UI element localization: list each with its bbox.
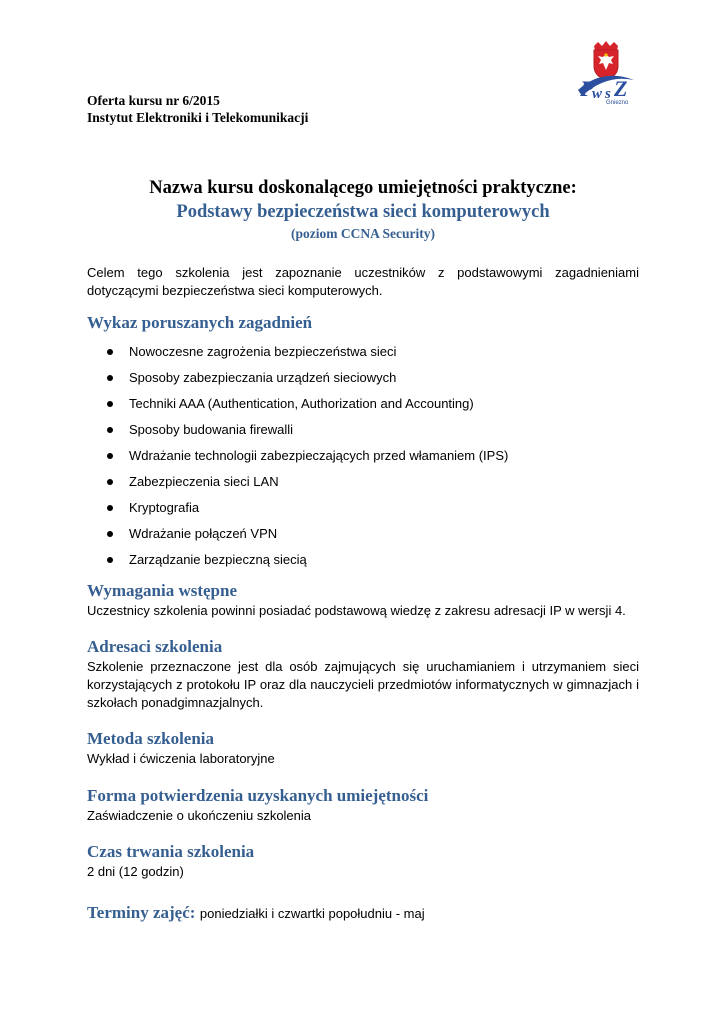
list-item: Sposoby zabezpieczania urządzeń sieciowych xyxy=(87,365,639,391)
bullet-icon xyxy=(107,453,113,459)
duration-heading: Czas trwania szkolenia xyxy=(87,842,255,861)
audience-heading: Adresaci szkolenia xyxy=(87,637,223,656)
intro-paragraph: Celem tego szkolenia jest zapoznanie uczestników z podstawowymi zagadnieniami dotyczącymi bezpieczeństwa sieci komputerowych. xyxy=(87,265,639,298)
list-item: Nowoczesne zagrożenia bezpieczeństwa sieci xyxy=(87,339,639,365)
pwsz-crest-icon xyxy=(572,40,638,106)
document-header xyxy=(87,92,308,126)
bullet-icon xyxy=(107,479,113,485)
bullet-icon xyxy=(107,557,113,563)
title-line-3: (poziom CCNA Security) xyxy=(291,226,435,241)
requirements-text: Uczestnicy szkolenia powinni posiadać podstawową wiedzę z zakresu adresacji IP w wersji 4. xyxy=(87,603,626,618)
offer-number: Oferta kursu nr 6/2015 xyxy=(87,93,220,108)
schedule-text: poniedziałki i czwartki popołudniu - maj xyxy=(199,906,425,921)
bullet-icon xyxy=(107,427,113,433)
certificate-text: Zaświadczenie o ukończeniu szkolenia xyxy=(87,808,312,823)
list-item: Zarządzanie bezpieczną siecią xyxy=(87,547,639,573)
list-item: Wdrażanie połączeń VPN xyxy=(87,521,639,547)
requirements-section xyxy=(87,580,639,620)
requirements-heading: Wymagania wstępne xyxy=(87,581,238,600)
method-section xyxy=(87,728,639,768)
svg-text:w: w xyxy=(592,86,603,102)
bullet-icon xyxy=(107,375,113,381)
pwsz-logo xyxy=(572,40,638,106)
bullet-icon xyxy=(107,349,113,355)
audience-section xyxy=(87,636,639,712)
list-item: Wdrażanie technologii zabezpieczających przed włamaniem (IPS) xyxy=(87,443,639,469)
duration-section xyxy=(87,841,639,881)
certificate-section xyxy=(87,785,639,825)
svg-text:Gniezno: Gniezno xyxy=(606,100,629,106)
list-item: Kryptografia xyxy=(87,495,639,521)
method-text: Wykład i ćwiczenia laboratoryjne xyxy=(87,751,275,766)
list-item: Sposoby budowania firewalli xyxy=(87,417,639,443)
bullet-icon xyxy=(107,531,113,537)
topics-heading: Wykaz poruszanych zagadnień xyxy=(87,313,313,332)
schedule-heading: Terminy zajęć: xyxy=(87,903,196,922)
list-item: Techniki AAA (Authentication, Authorization and Accounting) xyxy=(87,391,639,417)
institute-name: Instytut Elektroniki i Telekomunikacji xyxy=(87,110,309,125)
title-line-2: Podstawy bezpieczeństwa sieci komputerowych xyxy=(176,202,550,222)
bullet-icon xyxy=(107,401,113,407)
schedule-section xyxy=(87,903,639,923)
title-line-1: Nazwa kursu doskonalącego umiejętności praktyczne: xyxy=(149,178,577,198)
topics-list xyxy=(87,339,639,573)
svg-text:s: s xyxy=(605,86,611,102)
method-heading: Metoda szkolenia xyxy=(87,729,215,748)
certificate-heading: Forma potwierdzenia uzyskanych umiejętności xyxy=(87,786,429,805)
list-item: Zabezpieczenia sieci LAN xyxy=(87,469,639,495)
duration-text: 2 dni (12 godzin) xyxy=(87,864,184,879)
course-title xyxy=(87,176,639,244)
svg-text:Z: Z xyxy=(614,76,628,101)
bullet-icon xyxy=(107,505,113,511)
audience-text: Szkolenie przeznaczone jest dla osób zajmujących się uruchamianiem i utrzymaniem sieci korzystających z protokołu IP oraz dla nauczycieli przedmiotów informatycznych w gimnazjach i szkołach ponadgimnazjalnych. xyxy=(87,659,639,710)
topics-section xyxy=(87,312,639,573)
svg-text:P: P xyxy=(580,76,594,101)
